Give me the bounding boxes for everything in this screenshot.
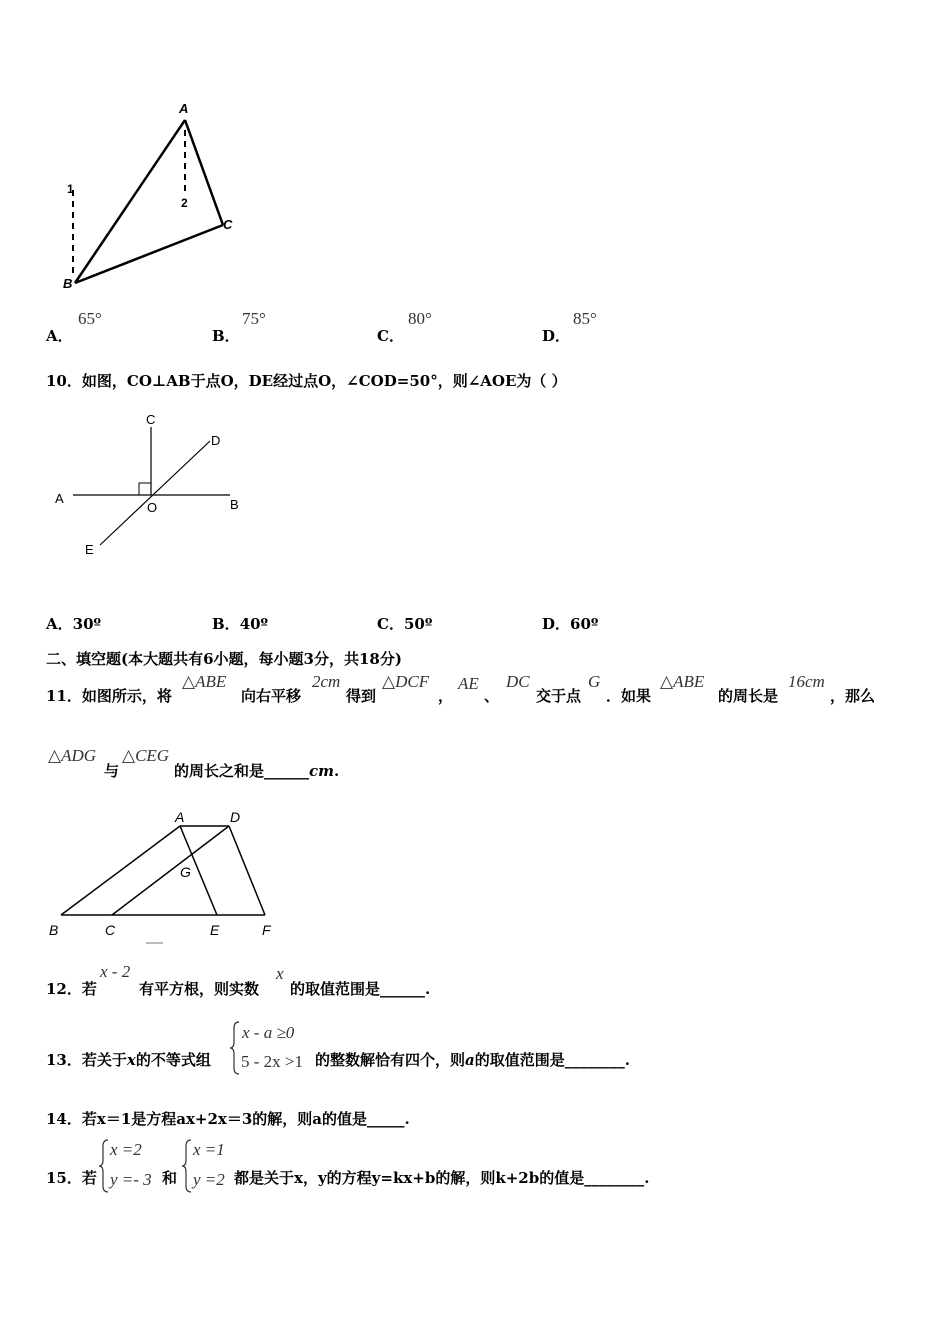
q11-math-abe-2: △ABE	[660, 672, 705, 691]
q11-figure	[45, 805, 285, 950]
q15-system-1-line-1: x =2	[110, 1140, 142, 1159]
q11-math-adg: △ADG	[48, 746, 97, 765]
q13-text-1: 13．若关于x的不等式组	[46, 1051, 211, 1069]
q10-figure	[45, 405, 255, 565]
q15-system-1-line-2: y =- 3	[110, 1170, 152, 1189]
q11-math-abe: △ABE	[182, 672, 227, 691]
q9-triangle-figure	[55, 95, 255, 295]
q10-option-a: A．30º	[46, 615, 102, 633]
q9-mark-2: 2	[181, 196, 188, 210]
q11-unit-cm: cm	[309, 762, 335, 780]
q15-system-2-brace	[181, 1138, 193, 1194]
q15-text-3: 都是关于x，y的方程y=kx+b的解，则k+2b的值是________.	[234, 1169, 650, 1187]
section-2-title: 二、填空题(本大题共有6小题，每小题3分，共18分)	[46, 650, 402, 668]
q13-var-a: a	[465, 1051, 475, 1069]
q13-text-2: 的整数解恰有四个，则a的取值范围是________.	[315, 1051, 630, 1069]
q13-system-brace	[229, 1020, 241, 1076]
q11-segment-df	[229, 826, 265, 915]
q13-var-x: x	[126, 1051, 136, 1069]
q11-label-g: G	[180, 864, 191, 880]
q10-question: 10．如图，CO⊥AB于点O，DE经过点O，∠COD=50°，则∠AOE为（ ）	[46, 372, 567, 390]
q10-option-d: D．60º	[542, 615, 599, 633]
q9-option-d-label: D．	[542, 327, 571, 345]
q9-option-c-label: C．	[377, 327, 404, 345]
q11-text-2: 向右平移	[241, 687, 302, 705]
q10-label-e: E	[85, 542, 94, 557]
q14-question: 14．若x＝1是方程ax+2x＝3的解，则a的值是_____.	[46, 1110, 410, 1128]
q9-option-b-label: B．	[212, 327, 240, 345]
q11-math-16cm: 16cm	[788, 672, 825, 691]
q11-text-8: 的周长是	[718, 687, 779, 705]
q10-label-b: B	[230, 497, 239, 512]
q11-text-3: 得到	[346, 687, 377, 705]
q11-math-g: G	[588, 672, 601, 691]
q10-label-d: D	[211, 433, 221, 448]
q12-math-x: x	[276, 964, 284, 983]
q9-label-a: A	[179, 101, 189, 116]
q12-text-3: 的取值范围是______.	[290, 980, 431, 998]
q15-system-2-line-1: x =1	[193, 1140, 225, 1159]
q11-math-dc: DC	[506, 672, 530, 691]
q11-label-e: E	[210, 922, 220, 938]
q10-option-b: B．40º	[212, 615, 269, 633]
q11-label-f: F	[262, 922, 271, 938]
q11-text-10: 与	[104, 762, 120, 780]
q11-text-11: 的周长之和是______cm.	[174, 762, 340, 780]
q9-label-c: C	[223, 217, 233, 232]
q11-math-2cm: 2cm	[312, 672, 341, 691]
q11-label-d: D	[230, 809, 241, 825]
q10-label-c: C	[146, 412, 156, 427]
q9-option-a-value: 65°	[78, 309, 102, 328]
q11-text-9: ，那么	[830, 687, 876, 705]
q11-text-4: ，	[438, 687, 454, 705]
q13-inequality-2: 5 - 2x >1	[241, 1052, 303, 1071]
q11-math-ceg: △CEG	[122, 746, 170, 765]
q13-inequality-1: x - a ≥0	[242, 1023, 295, 1042]
q12-math-expr: x - 2	[100, 962, 131, 981]
q10-line-de	[100, 441, 210, 545]
q11-text-1: 11．如图所示，将	[46, 687, 172, 705]
q9-side-ac	[185, 120, 223, 225]
q15-system-1-brace	[98, 1138, 110, 1194]
q9-option-b-value: 75°	[242, 309, 266, 328]
q11-text-6: 交于点	[536, 687, 582, 705]
q10-option-c: C．50º	[377, 615, 433, 633]
q10-label-a: A	[55, 491, 64, 506]
q11-segment-ab	[61, 826, 180, 915]
q9-option-d-value: 85°	[573, 309, 597, 328]
q9-side-bc	[75, 225, 223, 283]
q12-text-2: 有平方根，则实数	[139, 980, 260, 998]
q11-label-c: C	[105, 922, 116, 938]
q15-text-2: 和	[162, 1169, 178, 1187]
q11-math-dcf: △DCF	[382, 672, 430, 691]
q9-label-b: B	[63, 276, 73, 291]
q15-text-1: 15．若	[46, 1169, 97, 1187]
q9-option-c-value: 80°	[408, 309, 432, 328]
q11-label-a: A	[175, 809, 185, 825]
q11-math-ae: AE	[458, 674, 479, 693]
q9-side-ab	[75, 120, 185, 283]
q11-label-b: B	[49, 922, 59, 938]
q10-label-o: O	[147, 500, 158, 515]
q11-text-7: ．如果	[606, 687, 652, 705]
q10-right-angle-mark	[139, 483, 151, 495]
q12-text-1: 12．若	[46, 980, 97, 998]
q11-text-5: 、	[484, 687, 500, 705]
q9-option-a-label: A．	[46, 327, 73, 345]
q9-mark-1: 1	[67, 182, 74, 196]
q15-system-2-line-2: y =2	[193, 1170, 225, 1189]
